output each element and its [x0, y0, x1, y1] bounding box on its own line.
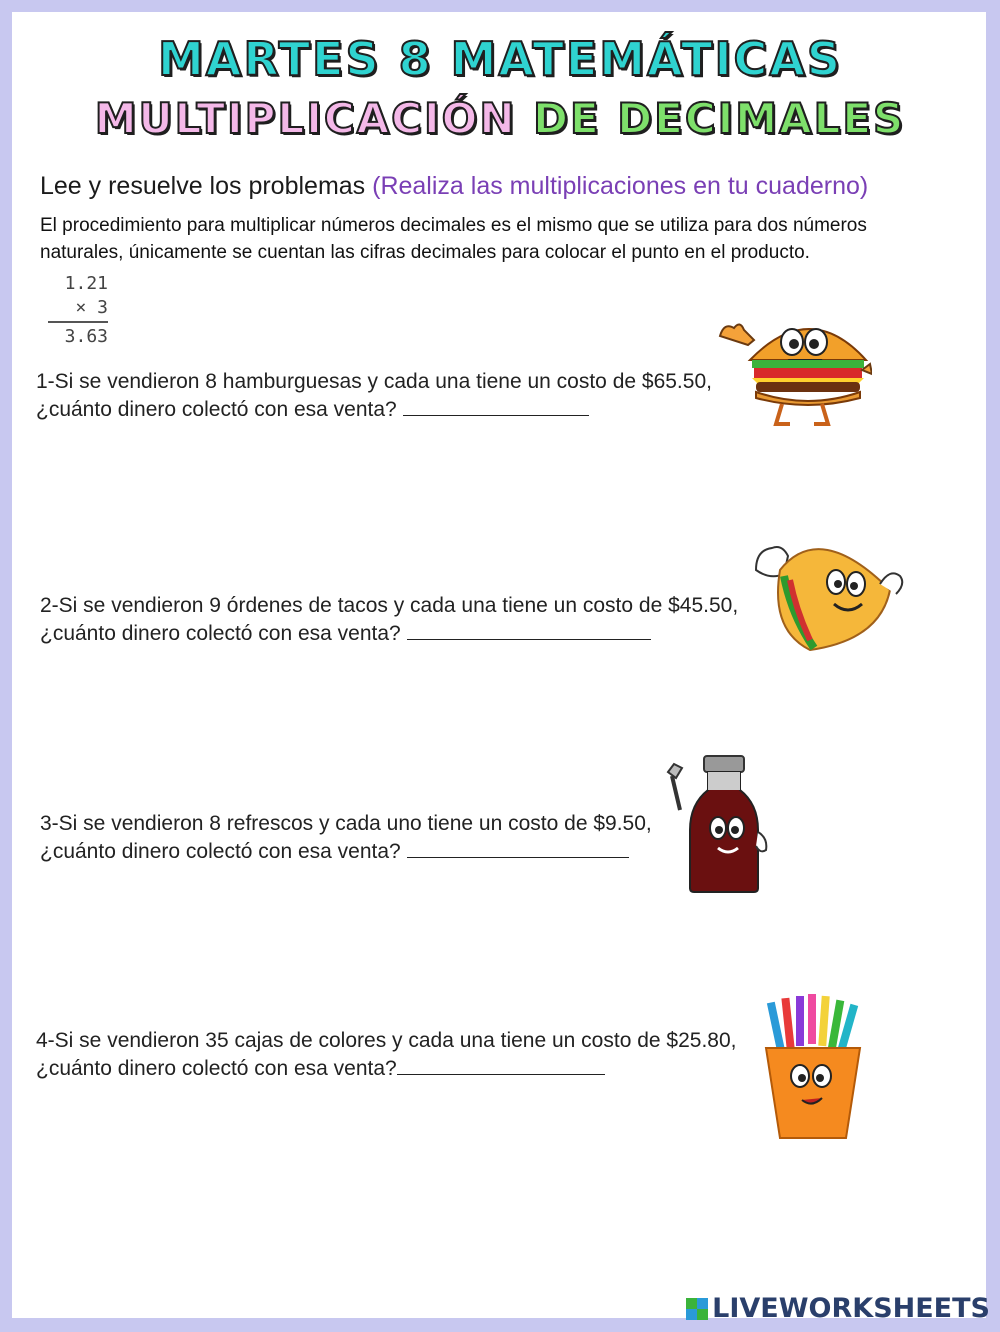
problem-2-answer-field[interactable] — [407, 621, 651, 640]
subtitle-part-2: DE DECIMALES — [533, 94, 906, 143]
intro-paragraph: El procedimiento para multiplicar números decimales es el mismo que se utiliza para dos números naturales, únicamente se cuentan las cifras decimales para colocar el punto en el producto. — [40, 215, 867, 263]
instructions-heading — [40, 172, 868, 201]
colored-pencils-icon — [762, 992, 864, 1142]
problem-1-answer-field[interactable] — [403, 397, 589, 416]
page-title: MARTES 8 MATEMÁTICAS — [157, 32, 843, 86]
problem-1-question: ¿cuánto dinero colectó con esa venta? — [36, 398, 397, 421]
hamburger-icon — [712, 312, 872, 428]
soda-bottle-icon — [660, 752, 772, 894]
problem-3-text: 3-Si se vendieron 8 refrescos y cada uno tiene un costo de $9.50, — [40, 812, 652, 835]
example-divider — [48, 321, 108, 323]
problem-4-answer-field[interactable] — [397, 1056, 605, 1075]
example-product: 3.63 — [64, 326, 108, 347]
liveworksheets-logo — [686, 1293, 990, 1324]
problem-4-question: ¿cuánto dinero colectó con esa venta? — [36, 1057, 397, 1080]
problem-3 — [40, 810, 652, 866]
problem-4 — [36, 1027, 736, 1083]
subtitle-part-1: MULTIPLICACIÓN — [94, 94, 517, 143]
problem-3-question: ¿cuánto dinero colectó con esa venta? — [40, 840, 401, 863]
example-factor-2: × 3 — [75, 297, 108, 318]
problem-4-text: 4-Si se vendieron 35 cajas de colores y cada una tiene un costo de $25.80, — [36, 1029, 737, 1052]
problem-2 — [40, 592, 738, 648]
problem-1-text: 1-Si se vendieron 8 hamburguesas y cada una tiene un costo de $65.50, — [36, 370, 712, 393]
problem-2-text: 2-Si se vendieron 9 órdenes de tacos y cada una tiene un costo de $45.50, — [40, 594, 739, 617]
problem-3-answer-field[interactable] — [407, 839, 629, 858]
instructions-note: (Realiza las multiplicaciones en tu cuaderno) — [372, 172, 869, 200]
example-factor-1: 1.21 — [64, 273, 108, 294]
taco-icon — [750, 540, 910, 656]
brand-name: LIVEWORKSHEETS — [712, 1293, 990, 1324]
liveworksheets-icon — [686, 1298, 708, 1320]
problem-2-question: ¿cuánto dinero colectó con esa venta? — [40, 622, 401, 645]
problem-1 — [36, 368, 712, 424]
page-subtitle — [0, 94, 1000, 143]
instructions-main: Lee y resuelve los problemas — [40, 172, 373, 200]
multiplication-example — [48, 272, 108, 349]
